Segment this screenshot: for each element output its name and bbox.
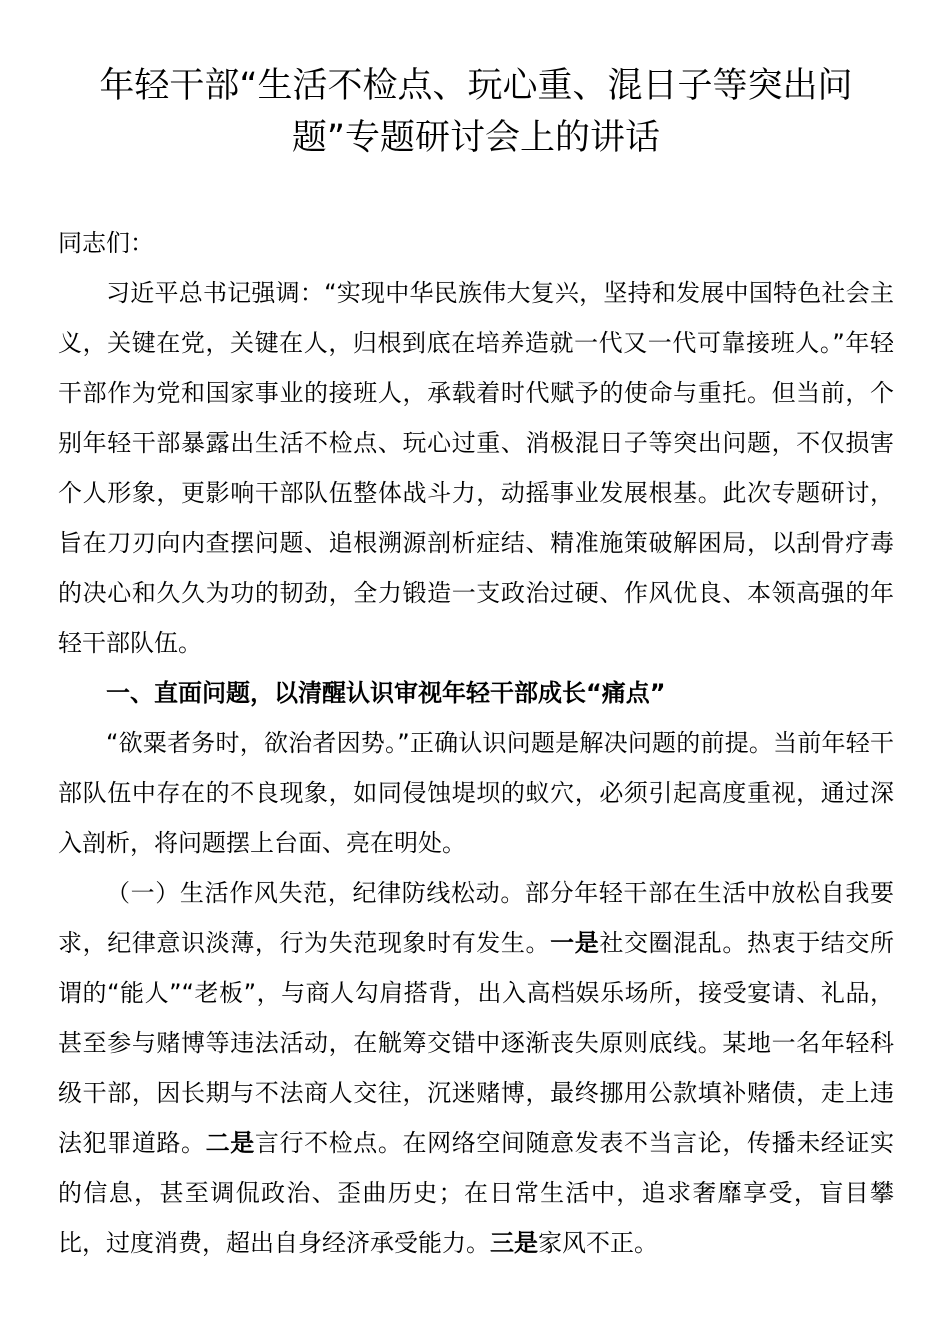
point-3-text: 家风不正。 — [538, 1229, 658, 1257]
subsection-1-lead: （一）生活作风失范，纪律防线松动。部分年轻干部在生活中放松自我要求，纪律意识淡薄，行为失范现象时有发生。 — [58, 879, 894, 957]
point-3-label: 三是 — [490, 1229, 538, 1257]
salutation: 同志们： — [58, 229, 154, 257]
point-2-text: 言行不检点。在网络空间随意发表不当言论，传播未经证实的信息，甚至调侃政治、歪曲历史；在日常生活中，追求奢靡享受，盲目攀比，过度消费，超出自身经济承受能力。 — [58, 1129, 895, 1257]
subsection-1-paragraph — [58, 868, 894, 1268]
point-1-text: 社交圈混乱。热衷于结交所谓的“能人”“老板”，与商人勾肩搭背，出入高档娱乐场所，接受宴请、礼品，甚至参与赌博等违法活动，在觥筹交错中逐渐丧失原则底线。某地一名年轻科级干部，因长期与不法商人交往，沉迷赌博，最终挪用公款填补赌债，走上违法犯罪道路。 — [58, 929, 895, 1157]
intro-paragraph: 习近平总书记强调：“实现中华民族伟大复兴，坚持和发展中国特色社会主义，关键在党，关键在人，归根到底在培养造就一代又一代可靠接班人。”年轻干部作为党和国家事业的接班人，承载着时代赋予的使命与重托。但当前，个别年轻干部暴露出生活不检点、玩心过重、消极混日子等突出问题，不仅损害个人形象，更影响干部队伍整体战斗力，动摇事业发展根基。此次专题研讨，旨在刀刃向内查摆问题、追根溯源剖析症结、精准施策破解困局，以刮骨疗毒的决心和久久为功的韧劲，全力锻造一支政治过硬、作风优良、本领高强的年轻干部队伍。 — [58, 279, 894, 657]
point-1-label: 一是 — [550, 929, 600, 957]
document-page — [58, 60, 894, 1268]
point-2-label: 二是 — [205, 1129, 255, 1157]
section-1-paragraph: “欲粟者务时，欲治者因势。”正确认识问题是解决问题的前提。当前年轻干部队伍中存在的不良现象，如同侵蚀堤坝的蚁穴，必须引起高度重视，通过深入剖析，将问题摆上台面、亮在明处。 — [58, 729, 894, 857]
document-title: 年轻干部“生活不检点、玩心重、混日子等突出问题”专题研讨会上的讲话 — [99, 66, 853, 158]
section-heading-1: 一、直面问题，以清醒认识审视年轻干部成长“痛点” — [106, 679, 666, 707]
